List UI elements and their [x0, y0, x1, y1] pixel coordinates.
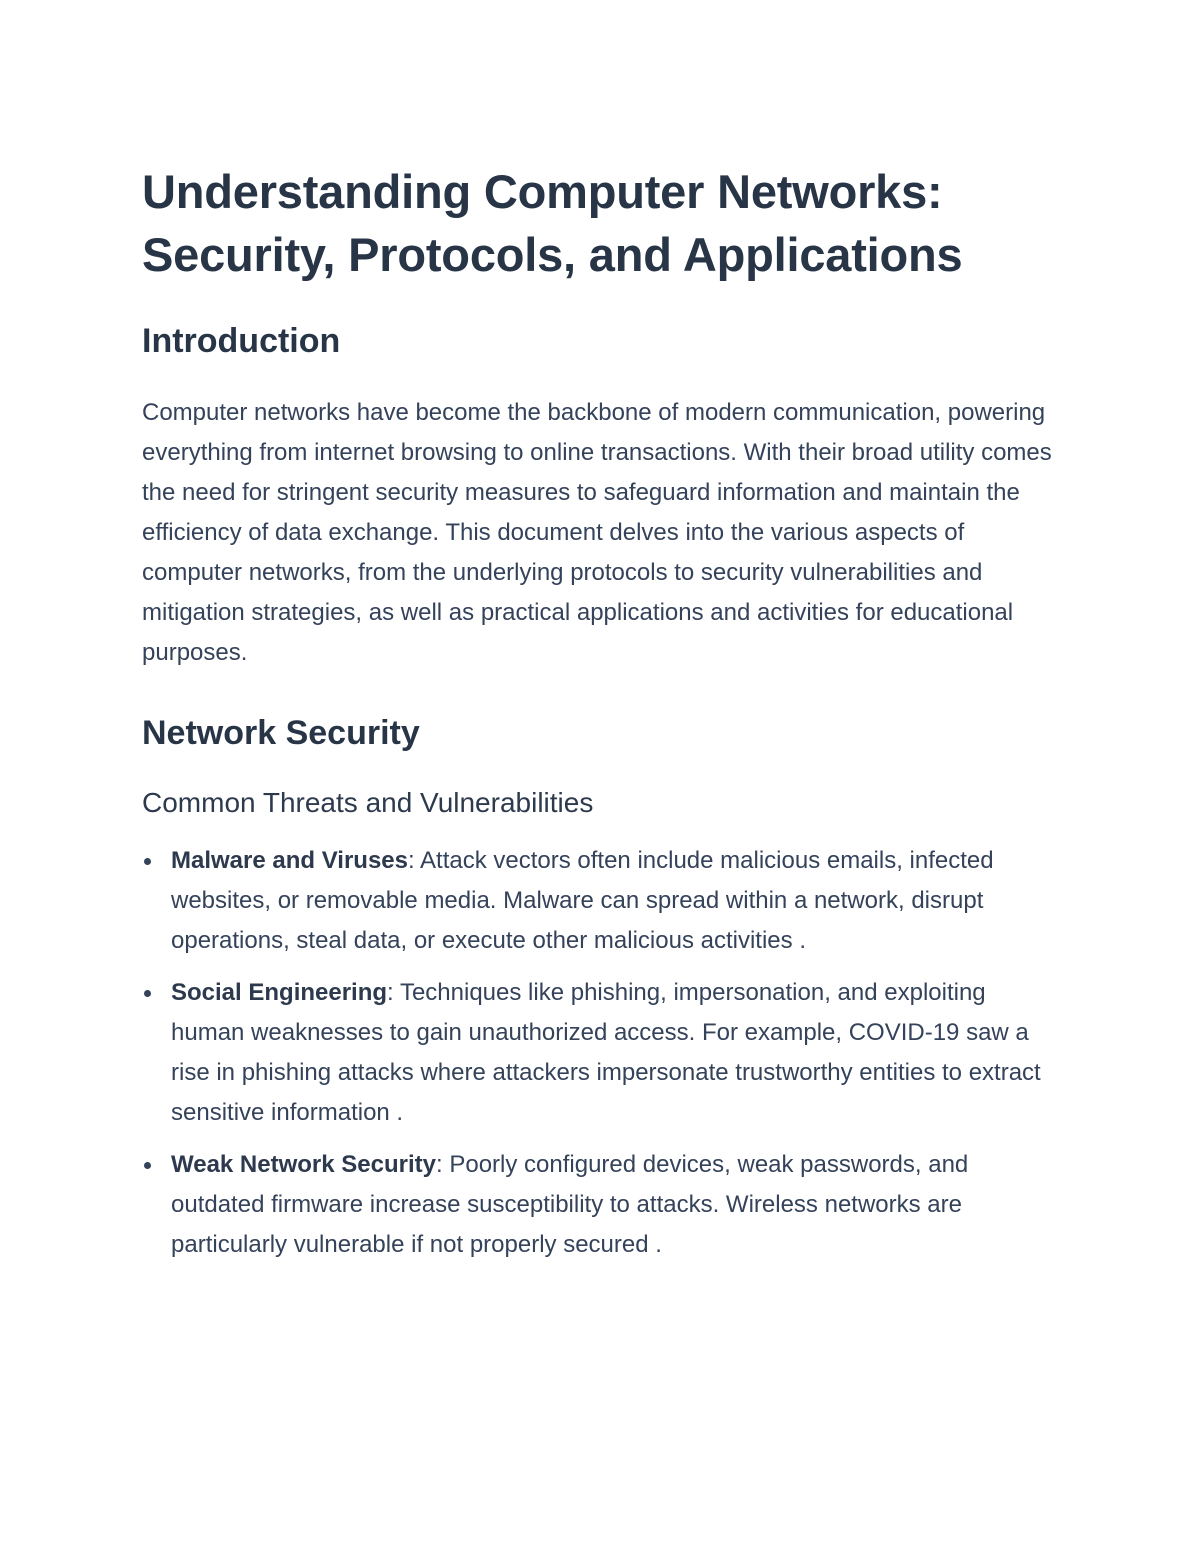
- list-item: [142, 1145, 1062, 1265]
- document-title: Understanding Computer Networks: Security, Protocols, and Applications: [142, 165, 963, 281]
- list-item: [142, 841, 1062, 961]
- document-page: [142, 160, 1062, 1277]
- bullet-icon: [144, 1162, 151, 1169]
- threat-term: Malware and Viruses: [171, 847, 408, 874]
- threat-description: : Attack vectors often include malicious emails, infected websites, or removable media. Malware can spread within a network, disrupt operations, steal data, or execute other malicious activities .: [171, 847, 994, 954]
- network-security-heading: Network Security: [142, 714, 420, 752]
- threat-list: [142, 841, 1062, 1265]
- introduction-heading: Introduction: [142, 322, 341, 360]
- bullet-icon: [144, 858, 151, 865]
- introduction-paragraph: Computer networks have become the backbone of modern communication, powering everything from internet browsing to online transactions. With their broad utility comes the need for stringent security measures to safeguard information and maintain the efficiency of data exchange. This document delves into the various aspects of computer networks, from the underlying protocols to security vulnerabilities and mitigation strategies, as well as practical applications and activities for educational purposes.: [142, 399, 1052, 666]
- threat-term: Social Engineering: [171, 979, 388, 1006]
- list-item: [142, 973, 1062, 1133]
- bullet-icon: [144, 990, 151, 997]
- threat-description: : Techniques like phishing, impersonation, and exploiting human weaknesses to gain unauthorized access. For example, COVID-19 saw a rise in phishing attacks where attackers impersonate trustworthy entities to extract sensitive information .: [171, 979, 1041, 1126]
- threat-term: Weak Network Security: [171, 1151, 436, 1178]
- threats-subheading: Common Threats and Vulnerabilities: [142, 787, 594, 818]
- threat-description: : Poorly configured devices, weak passwords, and outdated firmware increase susceptibility to attacks. Wireless networks are particularly vulnerable if not properly secured .: [171, 1151, 969, 1258]
